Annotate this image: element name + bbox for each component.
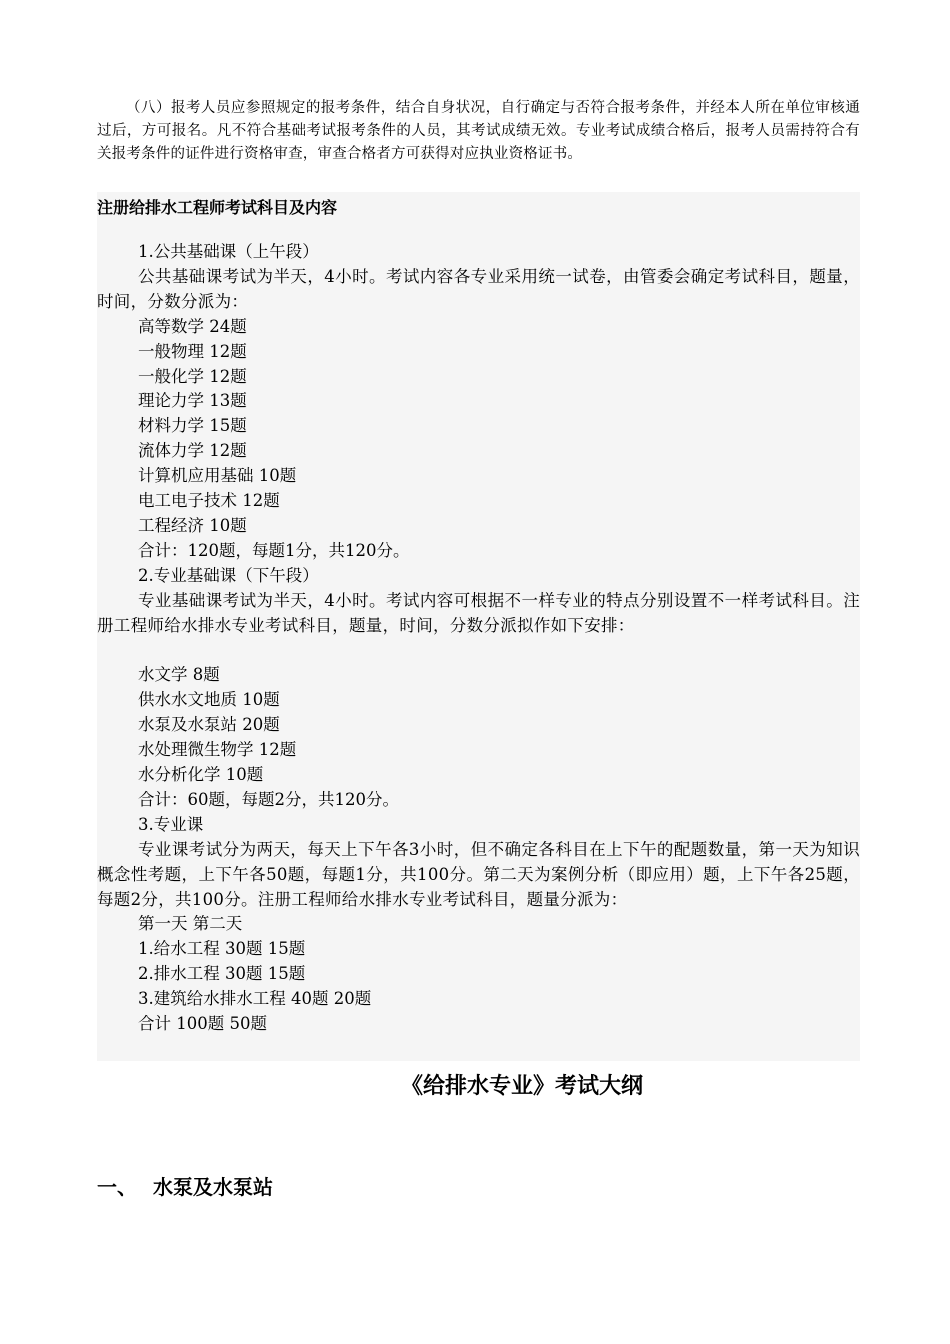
part1-description: 公共基础课考试为半天，4小时。考试内容各专业采用统一试卷，由管委会确定考试科目，题量，时间，分数分派为： [97, 266, 860, 311]
part2-total: 合计：60题，每题2分，共120分。 [138, 789, 399, 809]
list-item: 一般物理 12题 [138, 341, 247, 361]
intro-paragraph: （八）报考人员应参照规定的报考条件，结合自身状况，自行确定与否符合报考条件，并经本人所在单位审核通过后，方可报名。凡不符合基础考试报考条件的人员，其考试成绩无效。专业考试成绩合格后，报考人员需持符合有关报考条件的证件进行资格审查，审查合格者方可获得对应执业资格证书。 [97, 100, 860, 162]
list-item: 水处理微生物学 12题 [138, 740, 297, 760]
list-item: 1.给水工程 30题 15题 [138, 939, 306, 959]
list-item: 水泵及水泵站 20题 [138, 715, 280, 735]
list-item: 一般化学 12题 [138, 366, 247, 386]
part1-total: 合计：120题，每题1分，共120分。 [138, 540, 410, 560]
list-item: 计算机应用基础 10题 [138, 466, 297, 486]
chapter-heading [97, 1172, 273, 1202]
list-item: 供水水文地质 10题 [138, 690, 280, 710]
list-item: 2.排水工程 30题 15题 [138, 964, 306, 984]
part2-description: 专业基础课考试为半天，4小时。考试内容可根据不一样专业的特点分别设置不一样考试科目。注册工程师给水排水专业考试科目，题量，时间，分数分派拟作如下安排： [97, 590, 860, 635]
section-title: 注册给排水工程师考试科目及内容 [97, 198, 338, 217]
part1-subject-list [97, 315, 860, 539]
exam-content [97, 240, 860, 1037]
list-item: 水文学 8题 [138, 665, 220, 685]
list-item: 3.建筑给水排水工程 40题 20题 [138, 989, 372, 1009]
blank-line [97, 639, 860, 664]
list-item: 高等数学 24题 [138, 316, 247, 336]
part3-total: 合计 100题 50题 [138, 1014, 267, 1034]
list-item: 电工电子技术 12题 [138, 491, 280, 511]
list-item: 工程经济 10题 [138, 515, 247, 535]
part2-subject-list [97, 663, 860, 788]
chapter-title: 水泵及水泵站 [153, 1175, 273, 1199]
chapter-number: 一、 [97, 1175, 137, 1199]
part3-table-header: 第一天 第二天 [138, 914, 243, 934]
part3-description: 专业课考试分为两天，每天上下午各3小时，但不确定各科目在上下午的配题数量，第一天为知识概念性考题，上下午各50题，每题1分，共100分。第二天为案例分析（即应用）题，上下午各25题，每题2分，共100分。注册工程师给水排水专业考试科目，题量分派为： [97, 839, 860, 909]
part2-heading: 2.专业基础课（下午段） [138, 565, 319, 585]
list-item: 水分析化学 10题 [138, 765, 264, 785]
document-title: 《给排水专业》考试大纲 [400, 1074, 643, 1099]
part3-subject-list [97, 937, 860, 1012]
list-item: 流体力学 12题 [138, 441, 247, 461]
list-item: 材料力学 15题 [138, 416, 247, 436]
part1-heading: 1.公共基础课（上午段） [138, 242, 319, 261]
list-item: 理论力学 13题 [138, 391, 247, 411]
part3-heading: 3.专业课 [138, 814, 204, 834]
